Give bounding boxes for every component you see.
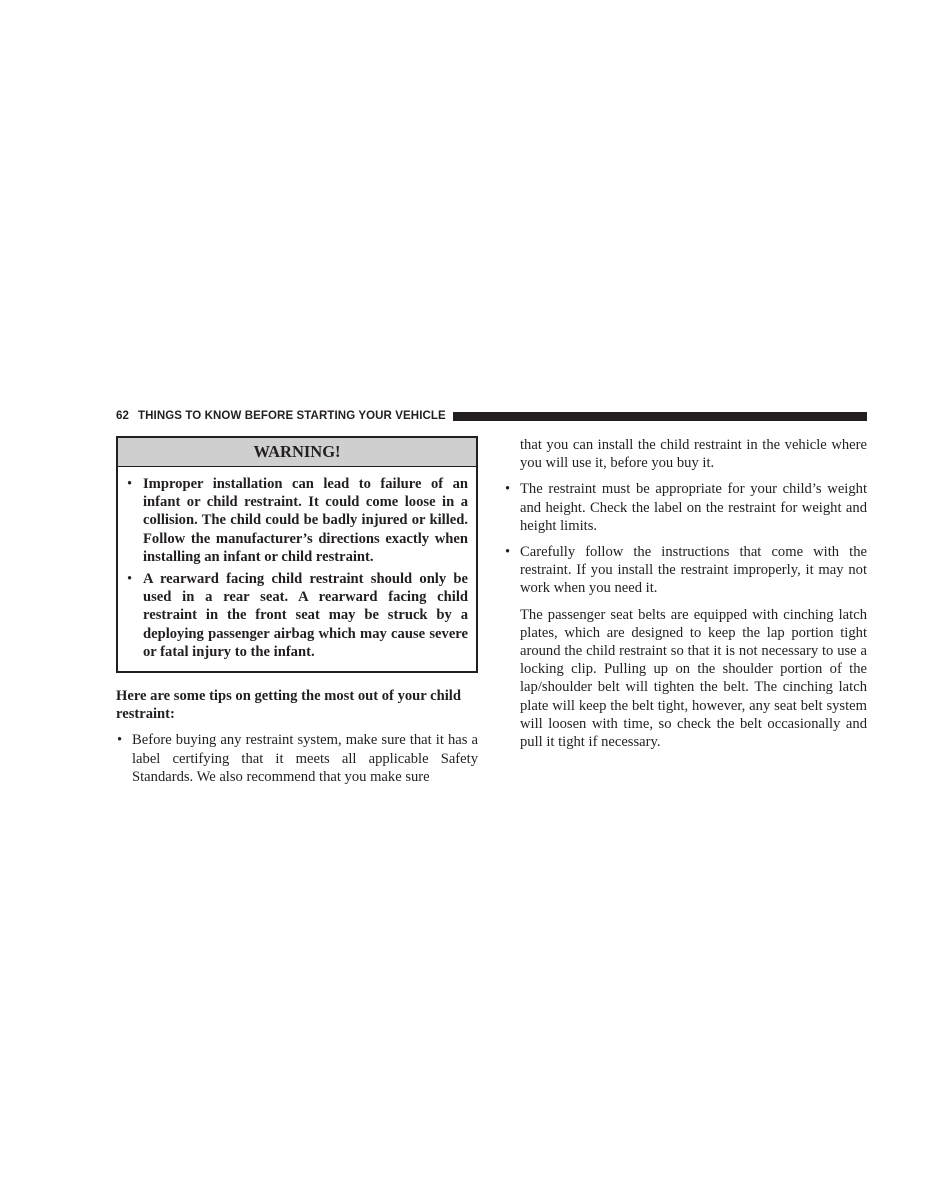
warning-box <box>116 436 478 673</box>
warning-title: WARNING! <box>118 438 476 467</box>
warning-item <box>126 475 468 566</box>
warning-item-text: A rearward facing child restraint should only be used in a rear seat. A rearward facing child restraint in the front seat may be struck by a deploying passenger airbag which may cause severe or fatal injury to the infant. <box>143 571 468 660</box>
tip-item <box>504 480 867 535</box>
cinching-latch-paragraph: The passenger seat belts are equipped with cinching latch plates, which are designed to keep the lap portion tight around the child restraint so that it is not necessary to use a locking clip. Pulling up on the shoulder portion of the lap/shoulder belt will tighten the belt. The cinching latch plate will keep the belt tight, however, any seat belt system will loosen with time, so check the belt occasionally and pull it tight if necessary. <box>520 606 867 751</box>
tips-list <box>116 731 478 786</box>
tips-intro: Here are some tips on getting the most out of your child restraint: <box>116 688 461 723</box>
bullet-icon: • <box>127 476 133 492</box>
tip-item-text: Carefully follow the instructions that come with the restraint. If you install the restraint improperly, it may not work when you need it. <box>520 544 867 597</box>
tip-item <box>116 731 478 786</box>
bullet-icon: • <box>505 544 511 561</box>
warning-item-text: Improper installation can lead to failure of an infant or child restraint. It could come loose in a collision. The child could be badly injured or killed. Follow the manufacturer’s directions exactly when installing an infant or child restraint. <box>143 476 468 565</box>
tip-item <box>504 543 867 598</box>
page-header <box>116 408 867 424</box>
left-column <box>116 436 478 794</box>
page-number: 62 <box>116 410 129 422</box>
tip-item-text: The restraint must be appropriate for your child’s weight and height. Check the label on the restraint for weight and height limits. <box>520 481 867 534</box>
bullet-icon: • <box>117 732 123 749</box>
bullet-icon: • <box>505 481 511 498</box>
header-rule <box>453 412 867 421</box>
right-column <box>504 436 867 751</box>
warning-list <box>118 467 476 671</box>
tip-item-continuation: that you can install the child restraint in the vehicle where you will use it, before you buy it. <box>520 437 867 472</box>
tip-item-text: Before buying any restraint system, make sure that it has a label certifying that it meets all applicable Safety Standards. We also recommend that you make sure <box>132 732 478 785</box>
bullet-icon: • <box>127 571 133 588</box>
section-title: THINGS TO KNOW BEFORE STARTING YOUR VEHICLE <box>138 410 446 422</box>
tips-list-continued <box>504 480 867 597</box>
warning-item <box>126 570 468 661</box>
